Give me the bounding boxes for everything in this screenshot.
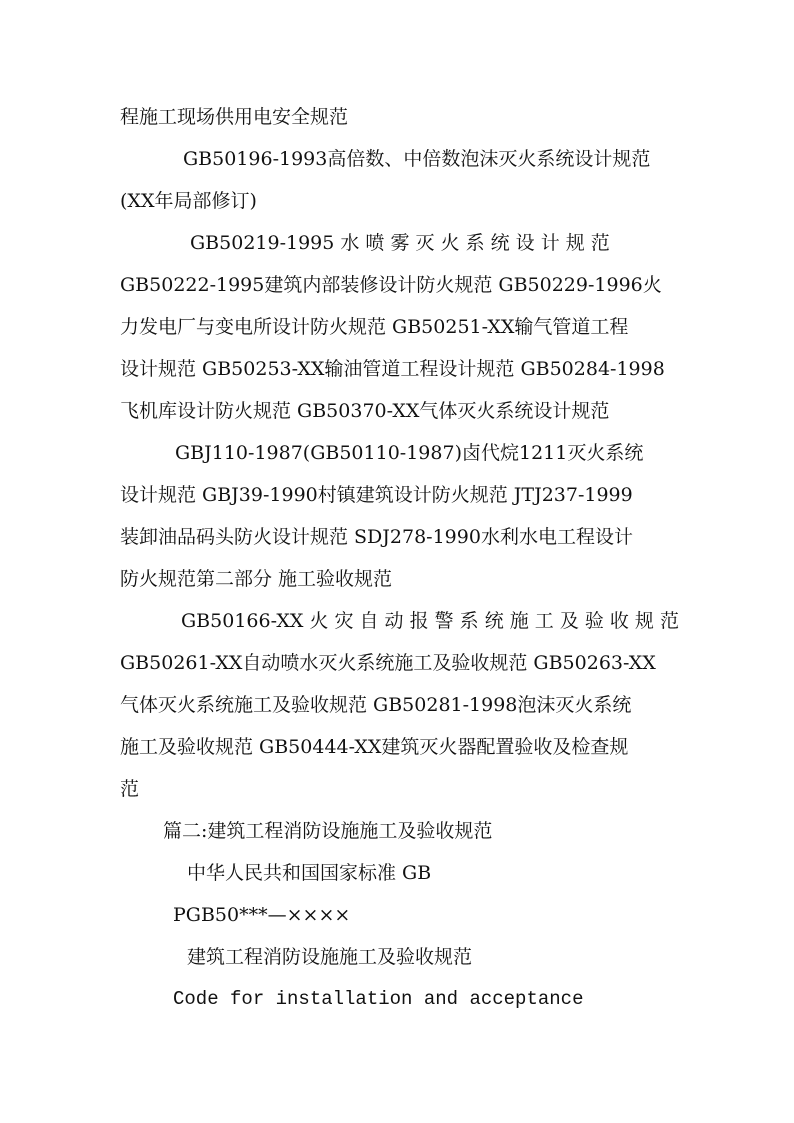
- english-title: Code for installation and acceptance: [173, 988, 584, 1010]
- text-line-10: 设计规范 GBJ39-1990村镇建筑设计防火规范 JTJ237-1999: [120, 484, 633, 506]
- text-line-9: GBJ110-1987(GB50110-1987)卤代烷1211灭火系统: [175, 442, 644, 464]
- text-line-12: 防火规范第二部分 施工验收规范: [120, 568, 393, 590]
- text-line-1: 程施工现场供用电安全规范: [120, 106, 349, 128]
- text-line-11: 装卸油品码头防火设计规范 SDJ278-1990水利水电工程设计: [120, 526, 633, 548]
- text-line-13: GB50166-XX 火 灾 自 动 报 警 系 统 施 工 及 验 收 规 范: [181, 610, 679, 632]
- standard-line: 中华人民共和国国家标准 GB: [187, 862, 432, 884]
- text-line-14: GB50261-XX自动喷水灭火系统施工及验收规范 GB50263-XX: [120, 652, 656, 674]
- text-line-17: 范: [120, 778, 140, 800]
- text-line-16: 施工及验收规范 GB50444-XX建筑灭火器配置验收及检查规: [120, 736, 629, 758]
- text-line-5: GB50222-1995建筑内部装修设计防火规范 GB50229-1996火: [120, 274, 662, 296]
- text-line-2: GB50196-1993高倍数、中倍数泡沫灭火系统设计规范: [183, 148, 651, 170]
- text-line-8: 飞机库设计防火规范 GB50370-XX气体灭火系统设计规范: [120, 400, 610, 422]
- section-heading: 篇二:建筑工程消防设施施工及验收规范: [163, 820, 493, 842]
- text-line-3: (XX年局部修订): [120, 190, 257, 212]
- standard-title: 建筑工程消防设施施工及验收规范: [187, 946, 473, 968]
- text-line-7: 设计规范 GB50253-XX输油管道工程设计规范 GB50284-1998: [120, 358, 665, 380]
- text-line-6: 力发电厂与变电所设计防火规范 GB50251-XX输气管道工程: [120, 316, 629, 338]
- text-line-4: GB50219-1995 水 喷 雾 灭 火 系 统 设 计 规 范: [190, 232, 610, 254]
- standard-number: PGB50***—××××: [173, 904, 351, 926]
- text-line-15: 气体灭火系统施工及验收规范 GB50281-1998泡沫灭火系统: [120, 694, 632, 716]
